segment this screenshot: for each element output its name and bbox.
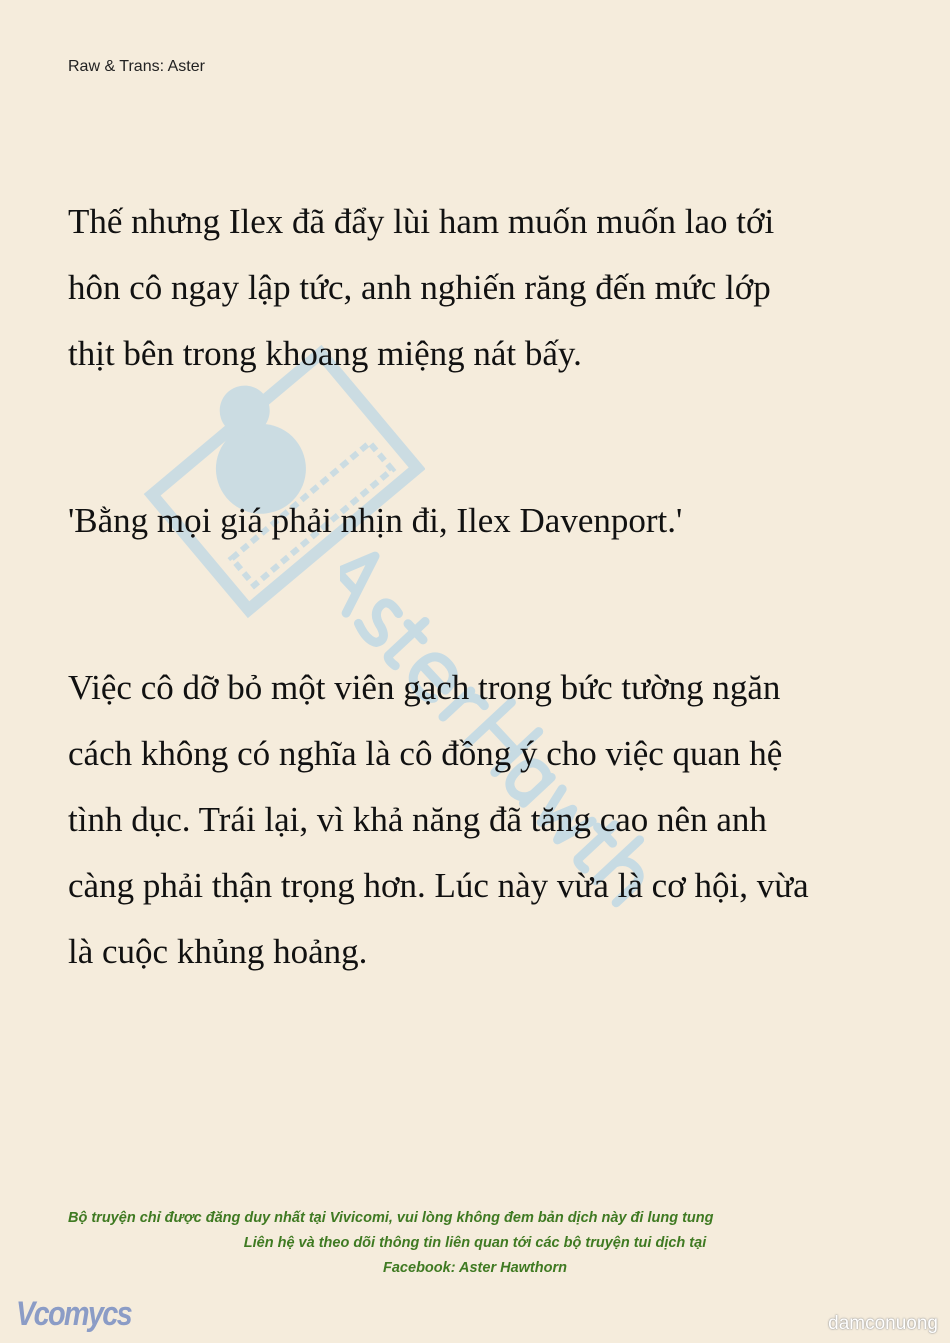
text-line: Thế nhưng Ilex đã đẩy lùi ham muốn muốn lao tới [68, 202, 775, 241]
damconuong-logo: damconuong [828, 1313, 938, 1334]
text-line: là cuộc khủng hoảng. [68, 932, 368, 971]
text-line: 'Bằng mọi giá phải nhịn đi, Ilex Davenport.' [68, 501, 683, 540]
vcomycs-logo: Vcomycs [16, 1295, 132, 1333]
text-line: càng phải thận trọng hơn. Lúc này vừa là cơ hội, vừa [68, 866, 809, 905]
text-line: hôn cô ngay lập tức, anh nghiến răng đến mức lớp [68, 268, 771, 307]
footer-notice: Bộ truyện chỉ được đăng duy nhất tại Vivicomi, vui lòng không đem bản dịch này đi lung tung [68, 1210, 714, 1226]
text-line: thịt bên trong khoang miệng nát bấy. [68, 334, 582, 373]
footer-facebook: Facebook: Aster Hawthorn [383, 1260, 567, 1276]
text-line: tình dục. Trái lại, vì khả năng đã tăng cao nên anh [68, 800, 767, 839]
footer-contact: Liên hệ và theo dõi thông tin liên quan tới các bộ truyện tui dịch tại [243, 1235, 707, 1251]
text-line: cách không có nghĩa là cô đồng ý cho việc quan hệ [68, 734, 783, 773]
text-line: Việc cô dỡ bỏ một viên gạch trong bức tường ngăn [68, 668, 781, 707]
translator-credit: Raw & Trans: Aster [68, 58, 205, 75]
